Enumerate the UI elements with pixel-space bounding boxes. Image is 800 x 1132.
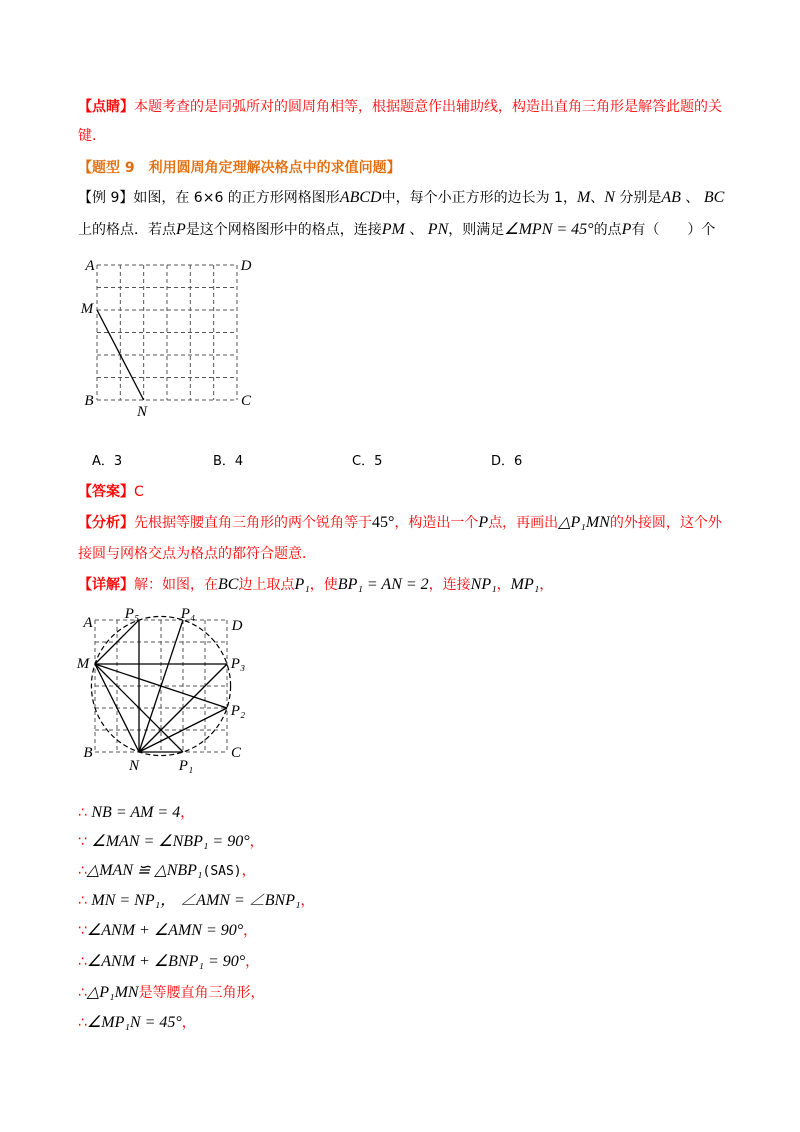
detail-math: BP₁ = AN = 2 (337, 576, 429, 593)
label-p3: P₃ (230, 656, 246, 672)
option-b: B．4 (213, 454, 244, 469)
proof-math: ∠MP₁N = 45° (86, 1014, 182, 1031)
question-math: PM (381, 221, 405, 238)
detail-math: MP₁ (510, 576, 540, 593)
proof-tail: ， (181, 1015, 196, 1031)
detail-text: ，使 (309, 577, 338, 593)
proof-math: △MAN ≌ △NBP₁ (86, 862, 203, 879)
proof-math: NB = AM = 4 (91, 804, 181, 821)
proof-step (78, 1008, 728, 1038)
question-math: AB (661, 189, 681, 206)
question-math: P (621, 221, 632, 238)
therefore-symbol: ∴ (78, 863, 87, 879)
note-label: 【点睛】 (78, 99, 134, 115)
question-text: 中，每个小正方形的边长为 1， (381, 190, 577, 206)
proof-step (78, 856, 728, 887)
proof-math: △P₁MN (86, 984, 139, 1001)
therefore-symbol: ∴ (78, 805, 87, 821)
proof-math: MN = NP₁， ∠AMN = ∠BNP₁ (91, 892, 301, 909)
question-text: ，则满足 (448, 222, 505, 238)
question-text: 的点 (593, 222, 622, 238)
detail-text: 边上取点 (238, 577, 295, 593)
question-text: 有（ ）个 (631, 222, 716, 238)
proof-step (78, 798, 728, 828)
analysis-paragraph (78, 507, 728, 570)
label-p1: P₁ (178, 758, 194, 774)
question-text: 是这个网格图形中的格点，连接 (185, 222, 382, 238)
proof-step (78, 916, 728, 946)
question-math: ∠MPN = 45° (504, 221, 594, 238)
note-text: 本题考查的是同弧所对的圆周角相等，根据题意作出辅助线，构造出直角三角形是解答此题的关键． (78, 99, 722, 144)
proof-math: ∠ANM + ∠BNP₁ = 90° (86, 953, 246, 970)
proof-step (78, 827, 728, 857)
analysis-text: 的外接圆，这个外接圆与网格交点为格点的都符合题意． (78, 515, 722, 562)
proof-tail: ， (249, 834, 264, 850)
proof-reason: (SAS) (202, 864, 242, 879)
therefore-symbol: ∴ (78, 954, 87, 970)
proof-tail: ， (300, 893, 315, 909)
label-m: M (80, 301, 94, 317)
analysis-text: 先根据等腰直角三角形的两个锐角等于 (134, 515, 372, 531)
answer-line (78, 477, 728, 507)
proof-tail: ， (243, 923, 258, 939)
proof-tail: ， (245, 954, 260, 970)
answer-value: C (134, 484, 144, 500)
detail-text: ， (539, 577, 554, 593)
proof-tail: ， (180, 805, 195, 821)
grid-lines (97, 265, 237, 400)
because-symbol: ∵ (78, 834, 87, 850)
proof-math: ∠MAN = ∠NBP₁ = 90° (91, 833, 250, 850)
option-c: C．5 (352, 454, 383, 469)
label-p5: P₅ (124, 606, 140, 622)
label-p4: P₄ (180, 606, 196, 622)
because-symbol: ∵ (78, 923, 87, 939)
detail-text: ，连接 (428, 577, 471, 593)
example-question (78, 182, 728, 246)
question-math: N (604, 189, 615, 206)
label-b: B (84, 393, 94, 409)
question-math: PN (427, 221, 449, 238)
analysis-math: 45° (372, 514, 395, 531)
question-math: BC (703, 189, 725, 206)
question-math: P (176, 221, 186, 238)
label-n: N (136, 404, 148, 420)
answer-label: 【答案】 (78, 484, 134, 500)
analysis-label: 【分析】 (78, 515, 134, 531)
therefore-symbol: ∴ (78, 893, 87, 909)
option-d: D．6 (491, 454, 523, 469)
label-p2: P₂ (230, 703, 246, 719)
question-text: 【例 9】如图，在 6×6 的正方形网格图形 (78, 190, 340, 206)
label-a: A (85, 258, 95, 274)
proof-tail: ， (241, 863, 256, 879)
proof-step (78, 886, 728, 916)
section-heading: 【题型 9 利用圆周角定理解决格点中的求值问题】 (78, 160, 401, 176)
label-b: B (83, 745, 93, 761)
detail-math: NP₁ (470, 576, 497, 593)
label-d: D (240, 258, 252, 274)
note-paragraph (78, 93, 728, 151)
proof-step (78, 947, 728, 977)
proof-math: ∠ANM + ∠AMN = 90° (86, 922, 244, 939)
label-c: C (240, 393, 252, 409)
detail-text: 解：如图，在 (134, 577, 218, 593)
question-math: ABCD (339, 189, 382, 206)
detail-math: BC (218, 576, 239, 593)
detail-text: ， (496, 577, 511, 593)
grid-figure-solution (70, 600, 270, 780)
therefore-symbol: ∴ (78, 985, 87, 1001)
label-m: M (76, 656, 90, 672)
question-text: 上的格点．若点 (78, 222, 176, 238)
question-math: M (576, 189, 591, 206)
detail-math: P₁ (294, 576, 310, 593)
analysis-text: 点，再画出 (488, 515, 559, 531)
proof-step (78, 978, 728, 1008)
analysis-math: △P₁MN (558, 514, 610, 531)
grid-figure-question (70, 250, 270, 425)
detail-paragraph (78, 570, 728, 600)
proof-tail: 是等腰直角三角形， (138, 985, 265, 1001)
label-c: C (230, 745, 242, 761)
question-text: 、 (590, 190, 605, 206)
analysis-text: ，构造出一个 (394, 515, 479, 531)
question-text: 分别是 (614, 190, 662, 206)
label-a: A (83, 615, 93, 631)
question-text: 、 (404, 222, 428, 238)
label-d: D (231, 618, 243, 634)
option-a: A．3 (92, 454, 123, 469)
label-n: N (128, 758, 140, 774)
question-text: 、 (680, 190, 704, 206)
analysis-math: P (478, 514, 489, 531)
therefore-symbol: ∴ (78, 1015, 87, 1031)
detail-label: 【详解】 (78, 577, 134, 593)
